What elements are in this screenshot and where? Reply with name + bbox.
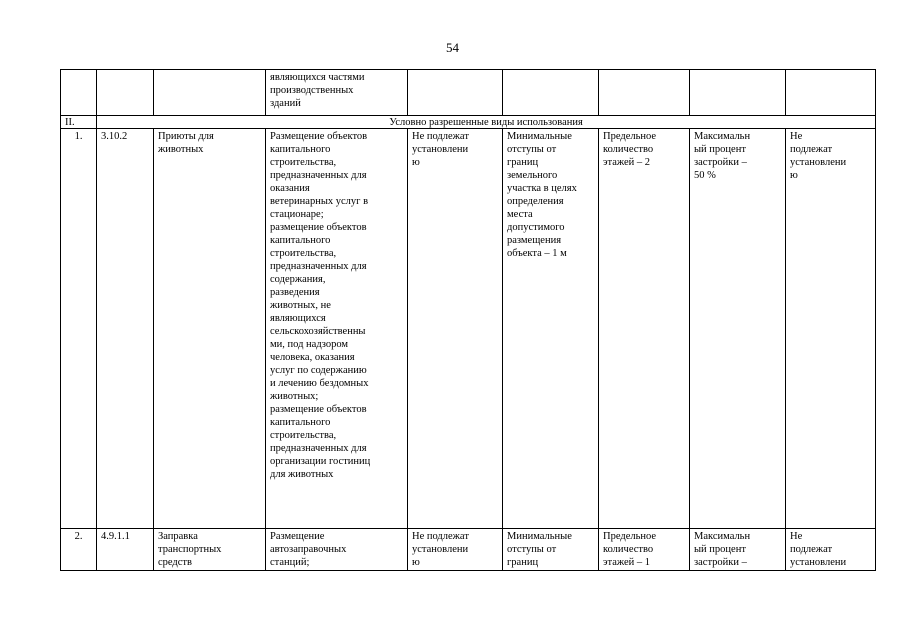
setbacks: Минимальные отступы от границ	[503, 529, 599, 571]
land-use-table	[60, 69, 876, 571]
max-coverage: Максимальн ый процент застройки –	[690, 529, 786, 571]
row-number: 1.	[61, 129, 97, 529]
setbacks: Минимальные отступы от границ земельного участка в целях определения места допустимого размещения объекта – 1 м	[503, 129, 599, 529]
table-cell	[408, 70, 503, 116]
other-params: Не подлежат установлени	[786, 529, 876, 571]
section-title: Условно разрешенные виды использования	[97, 116, 876, 129]
page-number: 54	[446, 40, 459, 55]
table-row-continuation	[61, 70, 876, 116]
table-cell	[61, 70, 97, 116]
use-code: 3.10.2	[97, 129, 154, 529]
table-cell	[97, 70, 154, 116]
table-cell	[154, 70, 266, 116]
section-header-row	[61, 116, 876, 129]
use-description: Размещение объектов капитального строительства, предназначенных для оказания ветеринарных услуг в стационаре; размещение объектов капитального строительства, предназначенных для содержания, разведения животных, не являющихся сельскохозяйственны ми, под надзором человека, оказания услуг по содержанию и лечению бездомных животных; размещение объектов капитального строительства, предназначенных для организации гостиниц для животных	[266, 129, 408, 529]
max-floors: Предельное количество этажей – 2	[599, 129, 690, 529]
max-coverage: Максимальн ый процент застройки – 50 %	[690, 129, 786, 529]
table-row	[61, 529, 876, 571]
table-cell	[786, 70, 876, 116]
other-params: Не подлежат установлени ю	[786, 129, 876, 529]
use-code: 4.9.1.1	[97, 529, 154, 571]
min-area: Не подлежат установлени ю	[408, 129, 503, 529]
table-cell	[599, 70, 690, 116]
max-floors: Предельное количество этажей – 1	[599, 529, 690, 571]
table-cell	[690, 70, 786, 116]
use-description: Размещение автозаправочных станций;	[266, 529, 408, 571]
section-number: II.	[61, 116, 97, 129]
use-name: Заправка транспортных средств	[154, 529, 266, 571]
table-row	[61, 129, 876, 529]
table-cell	[503, 70, 599, 116]
row-number: 2.	[61, 529, 97, 571]
min-area: Не подлежат установлени ю	[408, 529, 503, 571]
table-cell-description: являющихся частями производственных зданий	[266, 70, 408, 116]
use-name: Приюты для животных	[154, 129, 266, 529]
